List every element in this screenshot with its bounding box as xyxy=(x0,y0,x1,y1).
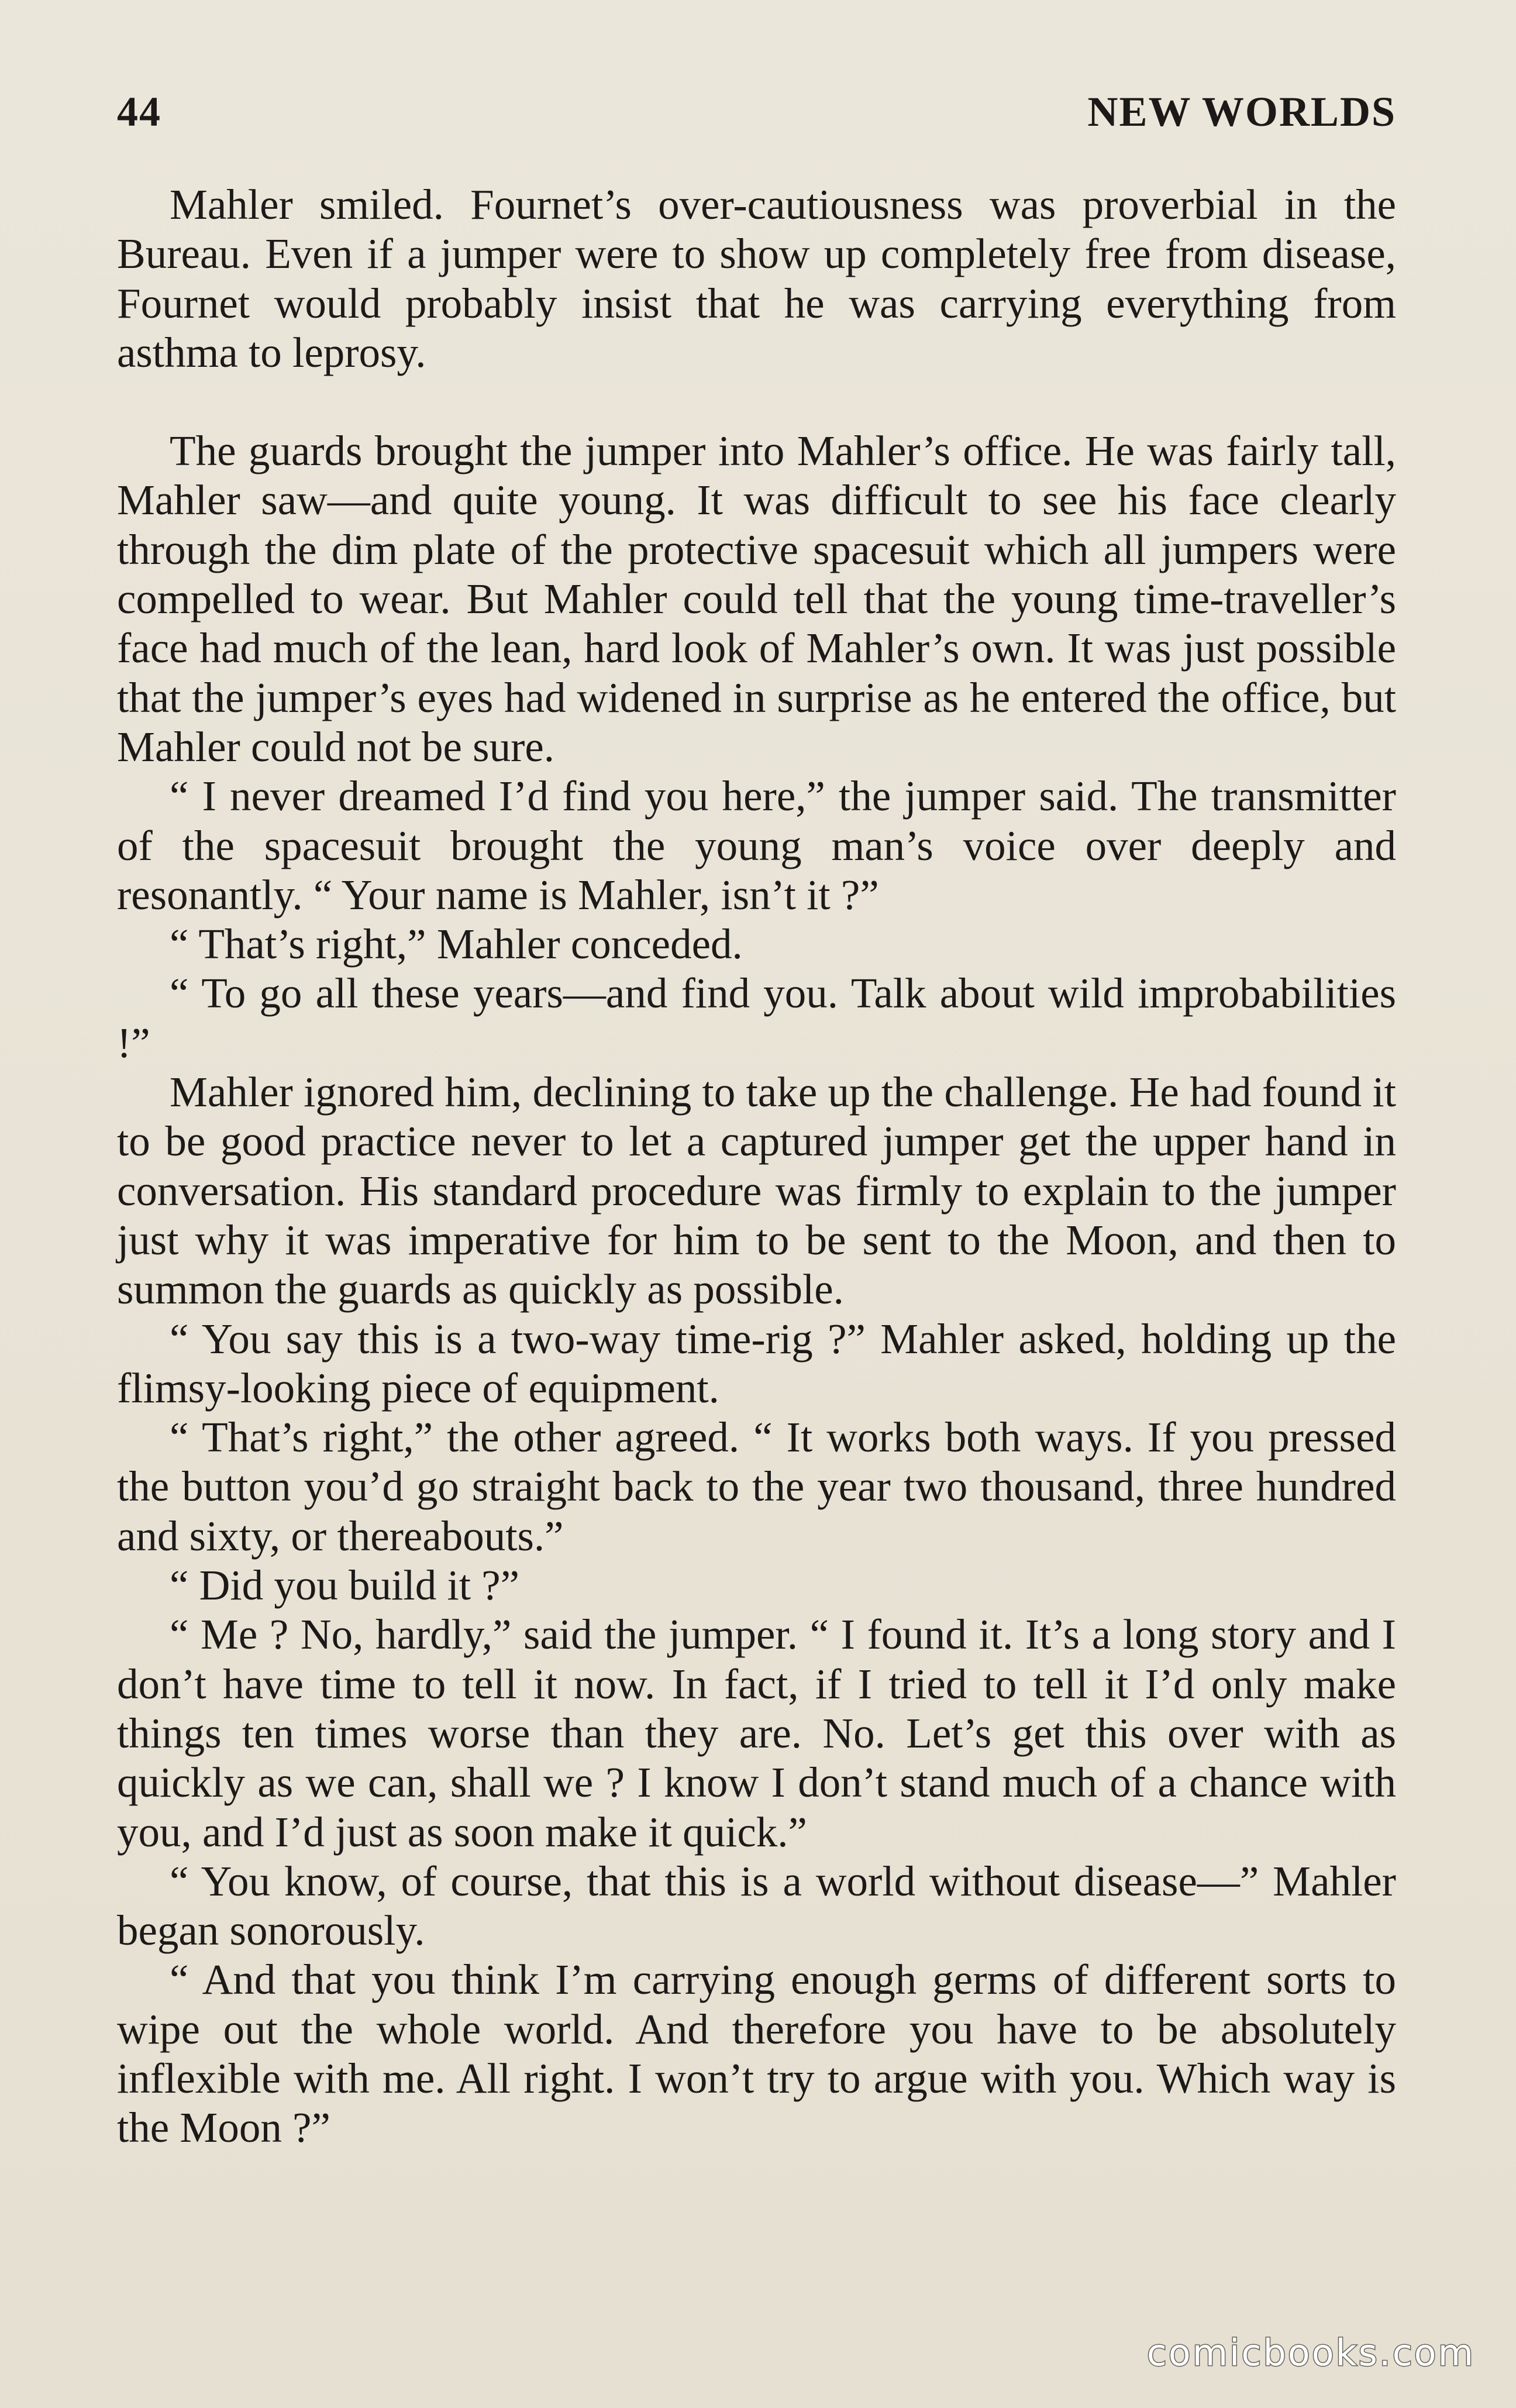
paragraph: “ And that you think I’m carrying enough germs of different sorts to wipe out the whole world. And therefore you have to be absolutely inflexible with me. All right. I won’t try to argue with you. Which way is the Moon ?” xyxy=(117,1956,1396,2152)
body-text xyxy=(117,180,1396,2153)
paragraph: “ I never dreamed I’d find you here,” the jumper said. The transmitter of the spacesuit brought the young man’s voice over deeply and resonantly. “ Your name is Mahler, isn’t it ?” xyxy=(117,772,1396,919)
paragraph: “ You know, of course, that this is a world without disease—” Mahler began sonorously. xyxy=(117,1857,1396,1955)
paragraph: Mahler smiled. Fournet’s over-cautiousness was proverbial in the Bureau. Even if a jumper were to show up completely free from disease, Fournet would probably insist that he was carrying everything from asthma to leprosy. xyxy=(117,181,1396,376)
watermark: comicbooks.com xyxy=(1146,2331,1475,2374)
paragraph: “ That’s right,” the other agreed. “ It works both ways. If you pressed the button you’d go straight back to the year two thousand, three hundred and sixty, or thereabouts.” xyxy=(117,1413,1396,1560)
paragraph: “ Did you build it ?” xyxy=(170,1561,520,1609)
running-title: NEW WORLDS xyxy=(1087,88,1396,135)
page-header xyxy=(117,88,1396,140)
page-number: 44 xyxy=(117,88,161,135)
paragraph: “ You say this is a two-way time-rig ?” Mahler asked, holding up the flimsy-looking piece of equipment. xyxy=(117,1315,1396,1412)
paragraph: The guards brought the jumper into Mahler’s office. He was fairly tall, Mahler saw—and quite young. It was difficult to see his face clearly through the dim plate of the protective spacesuit which all jumpers were compelled to wear. But Mahler could tell that the young time-traveller’s face had much of the lean, hard look of Mahler’s own. It was just possible that the jumper’s eyes had widened in surprise as he entered the office, but Mahler could not be sure. xyxy=(117,427,1396,770)
paragraph: “ That’s right,” Mahler conceded. xyxy=(170,920,743,968)
paragraph: Mahler ignored him, declining to take up the challenge. He had found it to be good practice never to let a captured jumper get the upper hand in conversation. His standard procedure was firmly to explain to the jumper just why it was imperative for him to be sent to the Moon, and then to summon the guards as quickly as possible. xyxy=(117,1068,1396,1313)
paragraph: “ Me ? No, hardly,” said the jumper. “ I found it. It’s a long story and I don’t have time to tell it now. In fact, if I tried to tell it I’d only make things ten times worse than they are. No. Let’s get this over with as quickly as we can, shall we ? I know I don’t stand much of a chance with you, and I’d just as soon make it quick.” xyxy=(117,1611,1396,1856)
paragraph: “ To go all these years—and find you. Talk about wild improbabilities !” xyxy=(117,969,1396,1067)
